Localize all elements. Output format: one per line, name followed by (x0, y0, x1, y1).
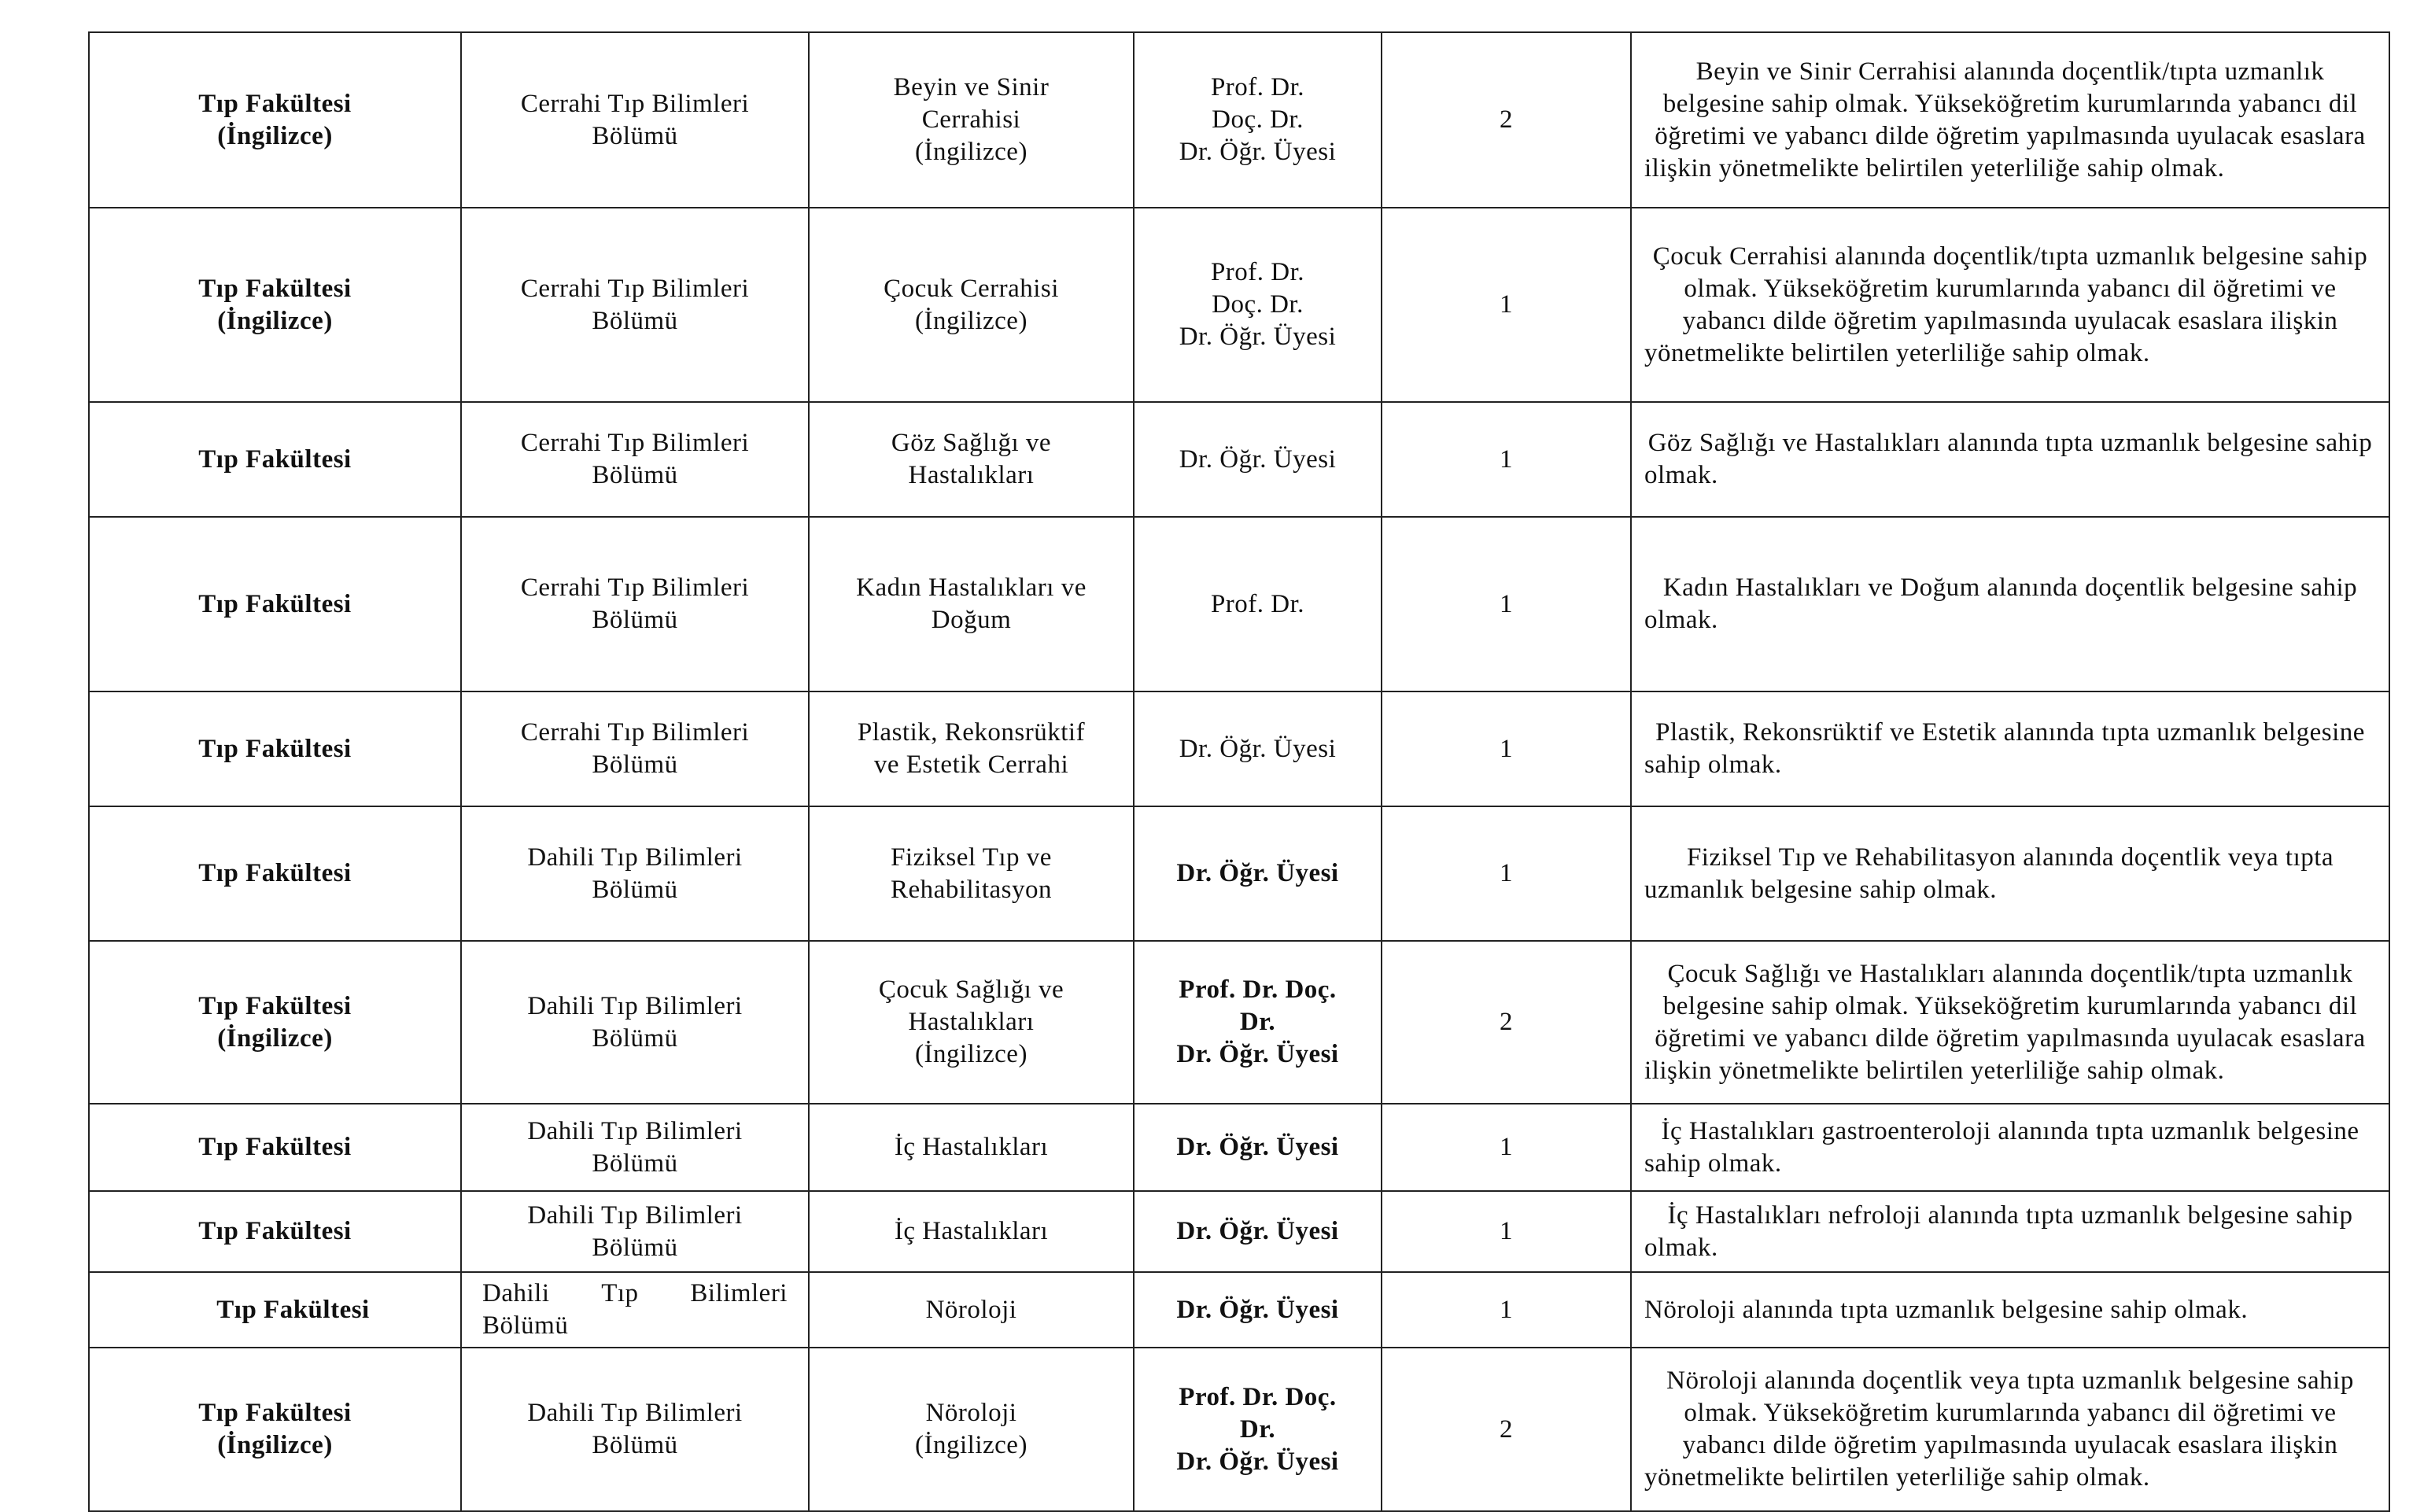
table-row (89, 208, 2389, 402)
discipline-line: Çocuk Cerrahisi (884, 274, 1059, 303)
department-line: Bölümü (592, 1149, 678, 1178)
count-cell: 1 (1382, 1272, 1631, 1348)
title-line: Dr. (1239, 1008, 1276, 1036)
faculty-cell (89, 1272, 461, 1348)
discipline-line: Doğum (931, 606, 1012, 634)
title-line: Dr. Öğr. Üyesi (1179, 444, 1337, 474)
faculty-cell (89, 1348, 461, 1511)
faculty-name: Tıp Fakültesi (198, 734, 352, 763)
table-row (89, 32, 2389, 208)
department-line: Dahili Tıp Bilimleri (527, 843, 743, 872)
department-cell (461, 1191, 809, 1272)
discipline-cell (809, 208, 1134, 402)
department-line: Cerrahi Tıp Bilimleri (520, 573, 750, 602)
faculty-cell (89, 691, 461, 806)
department-cell (461, 1272, 809, 1348)
title-cell (1134, 1191, 1382, 1272)
table-row (89, 941, 2389, 1104)
discipline-cell (809, 1191, 1134, 1272)
discipline-line: Hastalıkları (908, 1008, 1035, 1036)
requirement-cell: Çocuk Sağlığı ve Hastalıkları alanında doçentlik/tıpta uzmanlık belgesine sahip olmak. Yükseköğretim kurumlarında yabancı dil öğretimi ve yabancı dilde öğretim yapılmasında uyulacak esaslara ilişkin yönetmelikte belirtilen yeterliliğe sahip olmak. (1631, 941, 2389, 1104)
discipline-line: Fiziksel Tıp ve (891, 843, 1052, 872)
title-line: Dr. Öğr. Üyesi (1179, 323, 1337, 351)
table-row (89, 517, 2389, 691)
department-line: Bölümü (592, 875, 678, 904)
department-line: Bölümü (592, 306, 678, 335)
department-word: Dahili (482, 1279, 550, 1307)
title-line: Dr. (1239, 1414, 1276, 1444)
title-cell (1134, 517, 1382, 691)
table-row (89, 1348, 2389, 1511)
discipline-line: (İngilizce) (915, 138, 1028, 166)
discipline-line: ve Estetik Cerrahi (873, 750, 1069, 779)
title-cell (1134, 1272, 1382, 1348)
title-line: Prof. Dr. (1210, 258, 1305, 286)
faculty-name: Tıp Fakültesi (198, 444, 352, 474)
department-line: Bölümü (482, 1311, 569, 1340)
requirement-cell: Çocuk Cerrahisi alanında doçentlik/tıpta uzmanlık belgesine sahip olmak. Yükseköğretim kurumlarında yabancı dil öğretimi ve yabancı dilde öğretim yapılmasında uyulacak esaslara ilişkin yönetmelikte belirtilen yeterliliğe sahip olmak. (1631, 208, 2389, 402)
faculty-name: Tıp Fakültesi (198, 991, 352, 1020)
department-line: Cerrahi Tıp Bilimleri (520, 89, 750, 118)
faculty-cell (89, 402, 461, 517)
title-cell (1134, 691, 1382, 806)
title-line: Dr. Öğr. Üyesi (1176, 1447, 1339, 1476)
requirement-cell: Plastik, Rekonsrüktif ve Estetik alanında tıpta uzmanlık belgesine sahip olmak. (1631, 691, 2389, 806)
title-line: Doç. Dr. (1212, 290, 1304, 319)
discipline-line: Rehabilitasyon (891, 875, 1052, 904)
table-row (89, 691, 2389, 806)
requirement-cell: Nöroloji alanında tıpta uzmanlık belgesine sahip olmak. (1631, 1272, 2389, 1348)
count-cell: 2 (1382, 32, 1631, 208)
department-line: Cerrahi Tıp Bilimleri (520, 429, 750, 457)
department-word: Tıp (601, 1279, 639, 1307)
discipline-line: (İngilizce) (915, 1040, 1028, 1068)
title-line: Prof. Dr. Doç. (1179, 975, 1337, 1004)
count-cell: 1 (1382, 691, 1631, 806)
department-cell (461, 1104, 809, 1191)
discipline-cell (809, 32, 1134, 208)
department-cell (461, 32, 809, 208)
department-line: Dahili Tıp Bilimleri (527, 1399, 743, 1427)
department-line: Bölümü (592, 1233, 678, 1262)
discipline-line: Nöroloji (925, 1399, 1017, 1427)
title-cell (1134, 32, 1382, 208)
count-cell: 1 (1382, 1191, 1631, 1272)
faculty-language: (İngilizce) (217, 306, 333, 335)
discipline-line: İç Hastalıkları (894, 1217, 1049, 1245)
discipline-line: Plastik, Rekonsrüktif (857, 718, 1086, 747)
department-line: Dahili Tıp Bilimleri (527, 1116, 743, 1145)
faculty-name: Tıp Fakültesi (198, 274, 352, 303)
table-row (89, 1104, 2389, 1191)
faculty-language: (İngilizce) (217, 1023, 333, 1053)
title-line: Dr. Öğr. Üyesi (1176, 859, 1339, 887)
department-line: Bölümü (592, 1023, 678, 1053)
discipline-cell (809, 806, 1134, 941)
title-cell (1134, 208, 1382, 402)
table-row (89, 1272, 2389, 1348)
faculty-language: (İngilizce) (217, 121, 333, 150)
department-cell (461, 806, 809, 941)
title-line: Prof. Dr. (1210, 589, 1305, 618)
faculty-language: (İngilizce) (217, 1431, 333, 1459)
department-cell (461, 208, 809, 402)
department-cell (461, 1348, 809, 1511)
discipline-cell (809, 1272, 1134, 1348)
title-line: Dr. Öğr. Üyesi (1179, 734, 1337, 763)
faculty-name: Tıp Fakültesi (198, 859, 352, 887)
count-cell: 1 (1382, 806, 1631, 941)
department-line: Cerrahi Tıp Bilimleri (520, 718, 750, 747)
department-line: Dahili Tıp Bilimleri (527, 1200, 743, 1230)
title-line: Prof. Dr. Doç. (1179, 1382, 1337, 1411)
count-cell: 2 (1382, 1348, 1631, 1511)
faculty-cell (89, 941, 461, 1104)
discipline-cell (809, 402, 1134, 517)
discipline-line: Hastalıkları (908, 461, 1035, 489)
department-line: Bölümü (592, 606, 678, 634)
discipline-cell (809, 941, 1134, 1104)
faculty-name: Tıp Fakültesi (198, 1399, 352, 1427)
discipline-line: İç Hastalıkları (894, 1133, 1049, 1161)
discipline-line: (İngilizce) (915, 306, 1028, 335)
requirement-cell: Kadın Hastalıkları ve Doğum alanında doçentlik belgesine sahip olmak. (1631, 517, 2389, 691)
title-line: Doç. Dr. (1212, 105, 1304, 134)
discipline-cell (809, 1104, 1134, 1191)
faculty-name: Tıp Fakültesi (198, 1133, 352, 1161)
requirement-cell: Nöroloji alanında doçentlik veya tıpta uzmanlık belgesine sahip olmak. Yükseköğretim kurumlarında yabancı dil öğretimi ve yabancı dilde öğretim yapılmasında uyulacak esaslara ilişkin yönetmelikte belirtilen yeterliliğe sahip olmak. (1631, 1348, 2389, 1511)
faculty-positions-table (88, 31, 2390, 1512)
department-line: Bölümü (592, 1431, 678, 1459)
title-line: Dr. Öğr. Üyesi (1176, 1295, 1339, 1324)
table-row (89, 1191, 2389, 1272)
count-cell: 1 (1382, 1104, 1631, 1191)
faculty-cell (89, 806, 461, 941)
title-line: Dr. Öğr. Üyesi (1176, 1217, 1339, 1245)
discipline-line: Beyin ve Sinir (893, 73, 1050, 101)
requirement-cell: İç Hastalıkları gastroenteroloji alanında tıpta uzmanlık belgesine sahip olmak. (1631, 1104, 2389, 1191)
department-line: Bölümü (592, 750, 678, 779)
discipline-line: Nöroloji (925, 1295, 1017, 1324)
title-cell (1134, 1348, 1382, 1511)
faculty-cell (89, 1191, 461, 1272)
count-cell: 1 (1382, 517, 1631, 691)
table-row (89, 806, 2389, 941)
department-cell (461, 691, 809, 806)
discipline-line: (İngilizce) (915, 1431, 1028, 1459)
discipline-line: Kadın Hastalıkları ve (856, 573, 1087, 602)
department-cell (461, 517, 809, 691)
discipline-line: Çocuk Sağlığı ve (878, 975, 1064, 1004)
department-cell (461, 402, 809, 517)
faculty-name: Tıp Fakültesi (216, 1295, 370, 1324)
count-cell: 1 (1382, 402, 1631, 517)
department-line: Cerrahi Tıp Bilimleri (520, 274, 750, 303)
discipline-cell (809, 691, 1134, 806)
discipline-line: Cerrahisi (921, 105, 1021, 134)
title-cell (1134, 402, 1382, 517)
title-cell (1134, 941, 1382, 1104)
title-line: Dr. Öğr. Üyesi (1176, 1133, 1339, 1161)
faculty-cell (89, 208, 461, 402)
table-row (89, 402, 2389, 517)
count-cell: 1 (1382, 208, 1631, 402)
faculty-name: Tıp Fakültesi (198, 1217, 352, 1245)
title-cell (1134, 1104, 1382, 1191)
title-line: Prof. Dr. (1210, 73, 1305, 101)
department-line: Dahili Tıp Bilimleri (527, 991, 743, 1020)
department-cell (461, 941, 809, 1104)
department-line (482, 1278, 788, 1310)
requirement-cell: Fiziksel Tıp ve Rehabilitasyon alanında doçentlik veya tıpta uzmanlık belgesine sahip olmak. (1631, 806, 2389, 941)
faculty-cell (89, 517, 461, 691)
department-line: Bölümü (592, 121, 678, 150)
department-word: Bilimleri (690, 1279, 788, 1307)
requirement-cell: Göz Sağlığı ve Hastalıkları alanında tıpta uzmanlık belgesine sahip olmak. (1631, 402, 2389, 517)
discipline-cell (809, 1348, 1134, 1511)
title-cell (1134, 806, 1382, 941)
requirement-cell: İç Hastalıkları nefroloji alanında tıpta uzmanlık belgesine sahip olmak. (1631, 1191, 2389, 1272)
faculty-name: Tıp Fakültesi (198, 89, 352, 118)
faculty-cell (89, 1104, 461, 1191)
title-line: Dr. Öğr. Üyesi (1179, 138, 1337, 166)
title-line: Dr. Öğr. Üyesi (1176, 1040, 1339, 1068)
department-line: Bölümü (592, 461, 678, 489)
count-cell: 2 (1382, 941, 1631, 1104)
discipline-cell (809, 517, 1134, 691)
discipline-line: Göz Sağlığı ve (891, 429, 1052, 457)
requirement-cell: Beyin ve Sinir Cerrahisi alanında doçentlik/tıpta uzmanlık belgesine sahip olmak. Yükseköğretim kurumlarında yabancı dil öğretimi ve yabancı dilde öğretim yapılmasında uyulacak esaslara ilişkin yönetmelikte belirtilen yeterliliğe sahip olmak. (1631, 32, 2389, 208)
faculty-cell (89, 32, 461, 208)
faculty-name: Tıp Fakültesi (198, 589, 352, 618)
